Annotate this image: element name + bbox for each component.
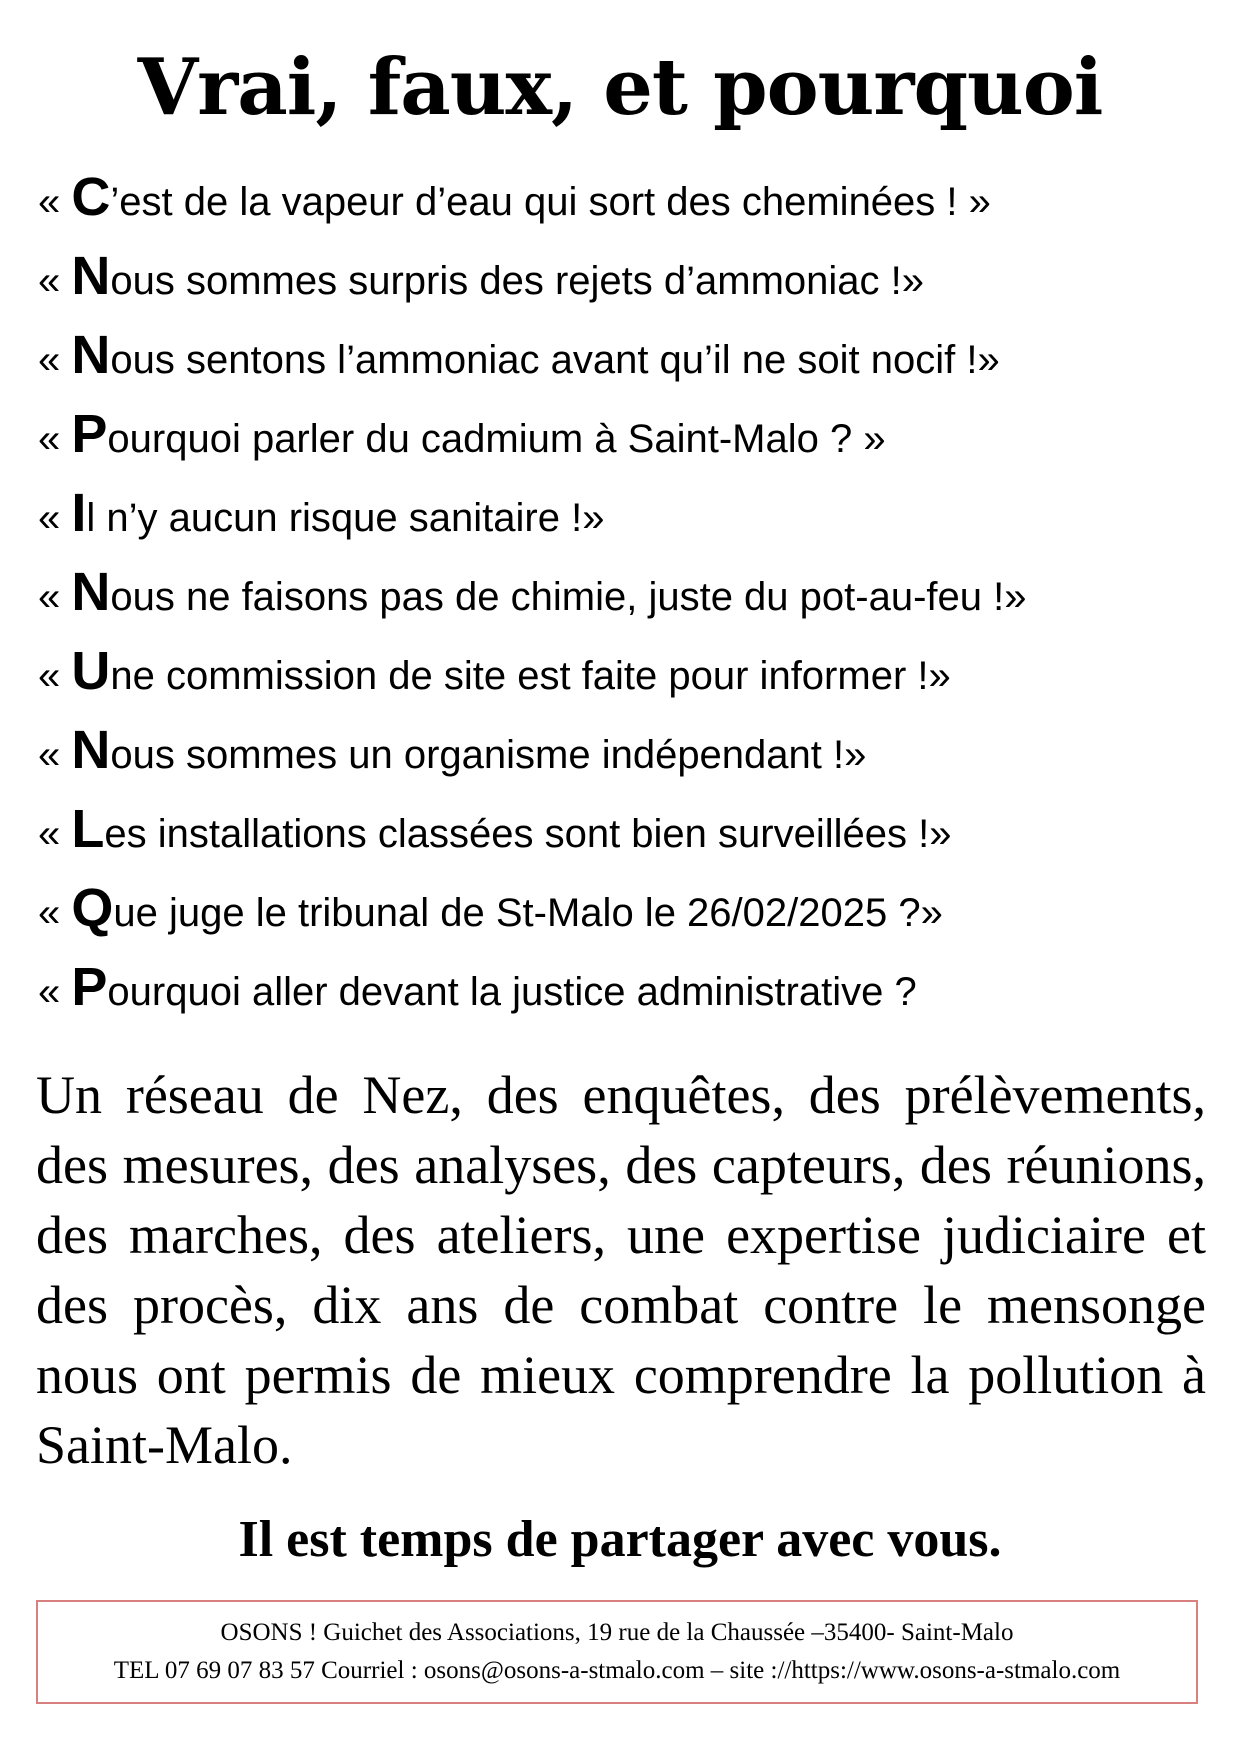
footer-contact: TEL 07 69 07 83 57 Courriel : osons@osons-a-stmalo.com – site ://https://www.osons-a-stmalo.com (113, 1657, 1121, 1684)
quote-line (38, 711, 1218, 790)
quote-open-mark: « (38, 733, 72, 777)
quote-open-mark: « (38, 496, 72, 540)
quote-open-mark: « (38, 180, 72, 224)
quote-line (38, 632, 1218, 711)
quote-open-mark: « (38, 417, 72, 461)
quote-line (38, 395, 1218, 474)
quote-text: es installations classées sont bien surveillées !» (104, 812, 952, 856)
footer-address: OSONS ! Guichet des Associations, 19 rue de la Chaussée –35400- Saint-Malo (220, 1619, 1014, 1646)
body-paragraph: Un réseau de Nez, des enquêtes, des prélèvements, des mesures, des analyses, des capteurs, des réunions, des marches, des ateliers, une expertise judiciaire et des procès, dix ans de combat contre le mensonge nous ont permis de mieux comprendre la pollution à Saint-Malo. (36, 1065, 1206, 1475)
quote-open-mark: « (38, 812, 72, 856)
quote-list (38, 158, 1218, 1027)
quote-text: l n’y aucun risque sanitaire !» (86, 496, 605, 540)
quote-text: ue juge le tribunal de St-Malo le 26/02/2025 ?» (113, 891, 943, 935)
quote-open-mark: « (38, 654, 72, 698)
quote-initial: P (71, 404, 108, 464)
quote-initial: U (71, 641, 111, 701)
quote-initial: N (71, 720, 111, 780)
quote-open-mark: « (38, 970, 72, 1014)
quote-initial: N (71, 562, 111, 622)
quote-text: ous sommes un organisme indépendant !» (110, 733, 867, 777)
quote-open-mark: « (38, 259, 72, 303)
quote-initial: L (71, 799, 105, 859)
tagline: Il est temps de partager avec vous. (238, 1511, 1002, 1568)
quote-text: ne commission de site est faite pour informer !» (110, 654, 951, 698)
quote-open-mark: « (38, 575, 72, 619)
quote-initial: I (71, 483, 87, 543)
quote-initial: Q (71, 878, 114, 938)
quote-initial: N (71, 325, 111, 385)
quote-text: ous sommes surpris des rejets d’ammoniac !» (110, 259, 924, 303)
quote-text: ourquoi parler du cadmium à Saint-Malo ? » (107, 417, 886, 461)
page-title: Vrai, faux, et pourquoi (137, 42, 1103, 133)
quote-line (38, 553, 1218, 632)
quote-line (38, 316, 1218, 395)
quote-line (38, 237, 1218, 316)
quote-text: ous sentons l’ammoniac avant qu’il ne soit nocif !» (110, 338, 1000, 382)
contact-footer (36, 1600, 1198, 1704)
quote-line (38, 948, 1218, 1027)
quote-initial: N (71, 246, 111, 306)
quote-text: ourquoi aller devant la justice administrative ? (107, 970, 917, 1014)
quote-open-mark: « (38, 891, 72, 935)
quote-initial: P (71, 957, 108, 1017)
quote-line (38, 474, 1218, 553)
quote-text: ’est de la vapeur d’eau qui sort des cheminées ! » (110, 180, 991, 224)
quote-line (38, 869, 1218, 948)
quote-initial: C (71, 167, 111, 227)
quote-text: ous ne faisons pas de chimie, juste du pot-au-feu !» (110, 575, 1027, 619)
quote-line (38, 790, 1218, 869)
quote-line (38, 158, 1218, 237)
quote-open-mark: « (38, 338, 72, 382)
